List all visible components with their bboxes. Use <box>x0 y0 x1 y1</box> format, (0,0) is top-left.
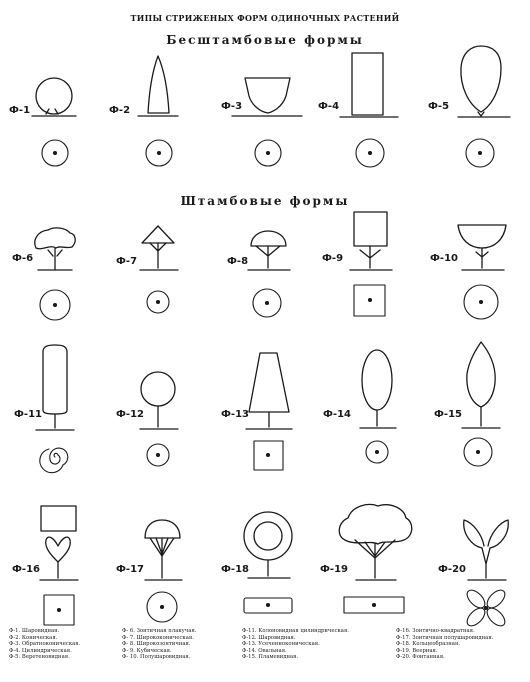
form-2-elevation <box>138 56 178 116</box>
label-form-19: Ф-19 <box>320 564 348 575</box>
label-form-10: Ф-10 <box>430 253 458 264</box>
form-plans-row1 <box>42 139 494 167</box>
label-form-18: Ф-18 <box>221 564 249 575</box>
legend-item: Ф-3. Обратноконическая. <box>9 641 81 647</box>
form-12-elevation <box>140 372 178 429</box>
label-form-14: Ф-14 <box>323 409 351 420</box>
label-form-2: Ф-2 <box>109 105 131 116</box>
form-7-elevation <box>140 226 178 270</box>
form-plans-row2 <box>40 285 498 320</box>
legend-item: Ф-16. Зонтично-квадратная. <box>396 628 475 634</box>
legend-item: Ф- 7. Ширококоническая. <box>122 634 194 641</box>
label-form-3: Ф-3 <box>221 101 243 112</box>
label-form-15: Ф-15 <box>434 409 462 420</box>
form-10-elevation <box>458 225 506 270</box>
label-form-13: Ф-13 <box>221 409 249 420</box>
form-1-elevation <box>32 78 76 116</box>
label-form-17: Ф-17 <box>116 564 144 575</box>
page-title: ТИПЫ СТРИЖЕНЫХ ФОРМ ОДИНОЧНЫХ РАСТЕНИЙ <box>130 13 400 23</box>
label-form-1: Ф-1 <box>9 105 31 116</box>
legend-item: Ф-13. Усеченноконическая. <box>242 641 320 647</box>
legend-item: Ф- 10. Полушаровидная. <box>122 654 191 660</box>
form-5-elevation <box>458 46 510 117</box>
form-6-elevation <box>35 228 75 270</box>
form-13-elevation <box>246 353 292 429</box>
legend-item: Ф-15. Пламевидная. <box>242 654 299 660</box>
form-4-elevation <box>340 53 398 117</box>
legend-column-2 <box>122 628 196 661</box>
legend-column-4 <box>396 628 493 661</box>
label-form-6: Ф-6 <box>12 253 34 264</box>
legend-column-1 <box>9 628 80 661</box>
form-plans-row4 <box>44 587 508 629</box>
legend-item: Ф- 9. Кубическая. <box>122 647 172 654</box>
legend-item: Ф-19. Веерная. <box>396 647 438 654</box>
legend-item: Ф-14. Овальная. <box>242 647 287 654</box>
section-title-bezshtamb: Бесштамбовые формы <box>166 33 364 47</box>
legend-item: Ф- 6. Зонтичная плакучая. <box>122 628 197 634</box>
legend-item: Ф-5. Веретеновидная. <box>9 654 70 660</box>
form-19-elevation <box>339 505 412 581</box>
label-form-20: Ф-20 <box>438 564 466 575</box>
legend-item: Ф-20. Фонтанная. <box>396 654 445 660</box>
legend-item: Ф-2. Коническая. <box>9 634 58 641</box>
legend-item: Ф-1. Шаровидная. <box>9 628 60 634</box>
form-17-elevation <box>145 520 182 580</box>
label-form-5: Ф-5 <box>428 101 450 112</box>
form-3-elevation <box>232 78 302 116</box>
legend-item: Ф-11. Колоновидная цилиндрическая. <box>242 628 349 634</box>
label-form-4: Ф-4 <box>318 101 340 112</box>
form-20-elevation <box>464 520 509 580</box>
form-14-elevation <box>360 350 396 428</box>
legend-item: Ф-4. Цилиндрическая. <box>9 647 72 654</box>
section-title-shtamb: Штамбовые формы <box>180 194 350 208</box>
form-18-elevation <box>244 512 292 578</box>
label-form-16: Ф-16 <box>12 564 40 575</box>
label-form-7: Ф-7 <box>116 256 138 267</box>
form-16-elevation <box>40 506 78 580</box>
form-plans-row3 <box>40 438 492 473</box>
label-form-8: Ф-8 <box>227 256 249 267</box>
form-8-elevation <box>248 231 290 270</box>
legend-column-3 <box>242 628 349 661</box>
label-form-11: Ф-11 <box>14 409 42 420</box>
legend-item: Ф- 8. Широкозонтичная. <box>122 641 191 647</box>
legend-item: Ф-17. Зонтичная полушаровидная. <box>396 634 494 641</box>
form-15-elevation <box>462 342 500 428</box>
form-9-elevation <box>350 212 392 270</box>
label-form-9: Ф-9 <box>322 253 344 264</box>
label-form-12: Ф-12 <box>116 409 144 420</box>
legend-item: Ф-18. Кольцеобразная. <box>396 641 460 647</box>
legend-item: Ф-12. Шаровидная. <box>242 634 296 641</box>
